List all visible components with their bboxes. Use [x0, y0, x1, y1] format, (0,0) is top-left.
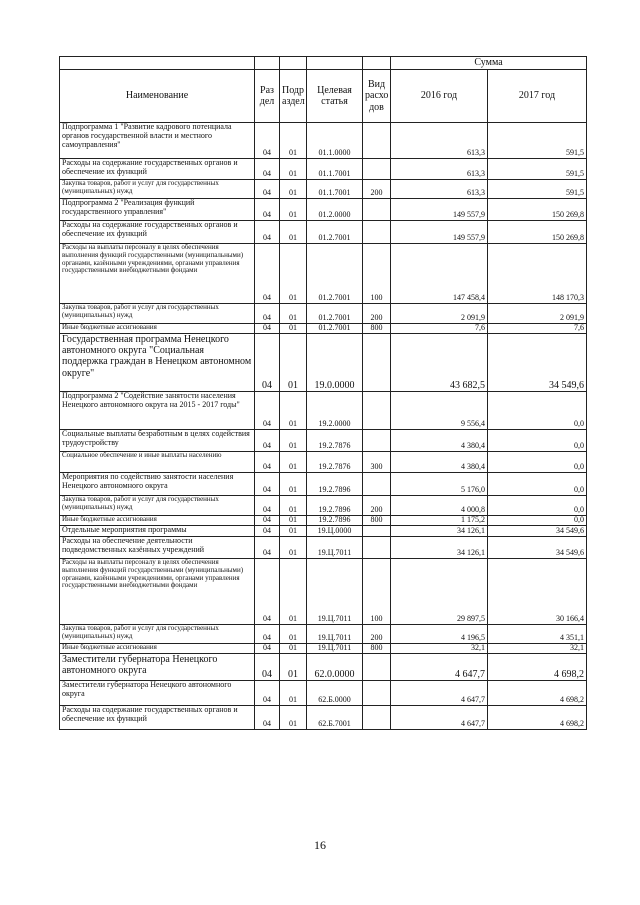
row-target: 01.1.7001 — [307, 180, 363, 199]
row-2016: 149 557,9 — [391, 199, 488, 221]
row-target: 01.2.0000 — [307, 199, 363, 221]
row-razdel: 04 — [255, 625, 280, 644]
row-podrazdel: 01 — [280, 516, 307, 526]
row-2016: 29 897,5 — [391, 559, 488, 625]
row-razdel: 04 — [255, 644, 280, 654]
row-2017: 0,0 — [488, 430, 587, 452]
row-name: Подпрограмма 1 "Развитие кадрового потенциала органов государственной власти и местного самоуправления" — [60, 123, 255, 159]
row-razdel: 04 — [255, 526, 280, 537]
table-header — [60, 57, 587, 123]
row-name: Иные бюджетные ассигнования — [60, 644, 255, 654]
row-podrazdel: 01 — [280, 324, 307, 334]
header-blank-cell — [307, 57, 363, 70]
table-row — [60, 221, 587, 244]
header-target: Целевая статья — [307, 70, 363, 123]
row-2017: 150 269,8 — [488, 221, 587, 244]
row-podrazdel: 01 — [280, 180, 307, 199]
row-2017: 32,1 — [488, 644, 587, 654]
row-razdel: 04 — [255, 516, 280, 526]
row-razdel: 04 — [255, 324, 280, 334]
row-2017: 0,0 — [488, 392, 587, 430]
page-number: 16 — [314, 838, 326, 852]
row-razdel: 04 — [255, 654, 280, 681]
row-podrazdel: 01 — [280, 123, 307, 159]
row-podrazdel: 01 — [280, 244, 307, 304]
table-row — [60, 537, 587, 559]
row-exp-type: 300 — [363, 452, 391, 473]
row-2016: 5 176,0 — [391, 473, 488, 496]
row-exp-type — [363, 526, 391, 537]
row-2016: 4 380,4 — [391, 430, 488, 452]
table-row — [60, 654, 587, 681]
row-name: Заместители губернатора Ненецкого автономного округа — [60, 654, 255, 681]
row-exp-type: 800 — [363, 324, 391, 334]
row-2017: 591,5 — [488, 159, 587, 180]
table-row — [60, 244, 587, 304]
row-2016: 32,1 — [391, 644, 488, 654]
row-name: Расходы на содержание государственных органов и обеспечение их функций — [60, 159, 255, 180]
row-razdel: 04 — [255, 681, 280, 706]
row-target: 01.1.0000 — [307, 123, 363, 159]
row-target: 19.Ц.0000 — [307, 526, 363, 537]
row-target: 19.2.7896 — [307, 516, 363, 526]
row-podrazdel: 01 — [280, 537, 307, 559]
table-row — [60, 304, 587, 324]
row-exp-type: 800 — [363, 644, 391, 654]
row-razdel: 04 — [255, 244, 280, 304]
row-name: Закупка товаров, работ и услуг для государственных (муниципальных) нужд — [60, 625, 255, 644]
row-name: Расходы на обеспечение деятельности подведомственных казённых учреждений — [60, 537, 255, 559]
row-target: 62.0.0000 — [307, 654, 363, 681]
row-2016: 4 000,8 — [391, 496, 488, 516]
row-2017: 148 170,3 — [488, 244, 587, 304]
row-name: Расходы на выплаты персоналу в целях обеспечения выполнения функций государственными (муниципальными) органами, казёнными учреждениями, органами управления государственными внебюджетными фондами — [60, 559, 255, 625]
row-exp-type — [363, 392, 391, 430]
table-row — [60, 199, 587, 221]
header-blank-cell — [255, 57, 280, 70]
row-2017: 2 091,9 — [488, 304, 587, 324]
table-row — [60, 496, 587, 516]
row-target: 19.0.0000 — [307, 334, 363, 392]
row-exp-type — [363, 334, 391, 392]
row-2016: 43 682,5 — [391, 334, 488, 392]
row-exp-type — [363, 123, 391, 159]
row-name: Закупка товаров, работ и услуг для государственных (муниципальных) нужд — [60, 180, 255, 199]
row-2016: 7,6 — [391, 324, 488, 334]
row-2017: 0,0 — [488, 496, 587, 516]
row-name: Отдельные мероприятия программы — [60, 526, 255, 537]
table-body — [60, 123, 587, 730]
row-razdel: 04 — [255, 452, 280, 473]
header-name: Наименование — [60, 70, 255, 123]
table-row — [60, 516, 587, 526]
row-podrazdel: 01 — [280, 644, 307, 654]
row-2017: 0,0 — [488, 473, 587, 496]
table-row — [60, 559, 587, 625]
row-podrazdel: 01 — [280, 559, 307, 625]
header-razdel: Раз дел — [255, 70, 280, 123]
row-target: 19.Ц.7011 — [307, 537, 363, 559]
row-2017: 4 351,1 — [488, 625, 587, 644]
row-2017: 150 269,8 — [488, 199, 587, 221]
row-target: 01.2.7001 — [307, 304, 363, 324]
row-target: 19.Ц.7011 — [307, 559, 363, 625]
row-exp-type — [363, 537, 391, 559]
row-podrazdel: 01 — [280, 681, 307, 706]
header-blank-cell — [60, 57, 255, 70]
row-2016: 4 196,5 — [391, 625, 488, 644]
header-blank-cell — [363, 57, 391, 70]
table-row — [60, 334, 587, 392]
row-2016: 4 380,4 — [391, 452, 488, 473]
row-2017: 7,6 — [488, 324, 587, 334]
row-razdel: 04 — [255, 123, 280, 159]
row-exp-type: 100 — [363, 244, 391, 304]
row-razdel: 04 — [255, 221, 280, 244]
row-2016: 613,3 — [391, 180, 488, 199]
row-target: 01.1.7001 — [307, 159, 363, 180]
table-row — [60, 526, 587, 537]
row-2017: 0,0 — [488, 452, 587, 473]
row-2016: 613,3 — [391, 159, 488, 180]
row-name: Заместители губернатора Ненецкого автономного округа — [60, 681, 255, 706]
header-podrazdel: Подр аздел — [280, 70, 307, 123]
table-row — [60, 123, 587, 159]
row-name: Иные бюджетные ассигнования — [60, 324, 255, 334]
row-name: Социальное обеспечение и иные выплаты населению — [60, 452, 255, 473]
row-podrazdel: 01 — [280, 452, 307, 473]
row-2016: 34 126,1 — [391, 526, 488, 537]
row-name: Мероприятия по содействию занятости населения Ненецкого автономного округа — [60, 473, 255, 496]
row-2016: 1 175,2 — [391, 516, 488, 526]
budget-table — [59, 56, 587, 730]
row-razdel: 04 — [255, 199, 280, 221]
row-podrazdel: 01 — [280, 473, 307, 496]
row-target: 62.Б.0000 — [307, 681, 363, 706]
row-name: Государственная программа Ненецкого автономного округа "Социальная поддержка граждан в Ненецком автономном округе" — [60, 334, 255, 392]
row-2017: 591,5 — [488, 123, 587, 159]
row-2017: 34 549,6 — [488, 537, 587, 559]
row-podrazdel: 01 — [280, 706, 307, 730]
table-row — [60, 392, 587, 430]
row-razdel: 04 — [255, 159, 280, 180]
row-target: 19.Ц.7011 — [307, 644, 363, 654]
header-2016: 2016 год — [391, 70, 488, 123]
row-exp-type: 100 — [363, 559, 391, 625]
row-2016: 2 091,9 — [391, 304, 488, 324]
row-podrazdel: 01 — [280, 526, 307, 537]
row-podrazdel: 01 — [280, 304, 307, 324]
row-name: Подпрограмма 2 "Реализация функций государственного управления" — [60, 199, 255, 221]
header-exp-type: Вид расхо дов — [363, 70, 391, 123]
row-name: Закупка товаров, работ и услуг для государственных (муниципальных) нужд — [60, 496, 255, 516]
row-name: Расходы на содержание государственных органов и обеспечение их функций — [60, 706, 255, 730]
row-2017: 30 166,4 — [488, 559, 587, 625]
row-podrazdel: 01 — [280, 159, 307, 180]
row-2017: 34 549,6 — [488, 526, 587, 537]
row-2016: 4 647,7 — [391, 681, 488, 706]
row-podrazdel: 01 — [280, 334, 307, 392]
table-row — [60, 706, 587, 730]
row-target: 19.2.0000 — [307, 392, 363, 430]
row-razdel: 04 — [255, 537, 280, 559]
row-name: Социальные выплаты безработным в целях содействия трудоустройству — [60, 430, 255, 452]
row-2017: 4 698,2 — [488, 681, 587, 706]
row-2017: 34 549,6 — [488, 334, 587, 392]
row-exp-type: 200 — [363, 625, 391, 644]
row-target: 01.2.7001 — [307, 221, 363, 244]
table-row — [60, 159, 587, 180]
row-exp-type — [363, 221, 391, 244]
row-2016: 149 557,9 — [391, 221, 488, 244]
row-2017: 4 698,2 — [488, 654, 587, 681]
row-exp-type — [363, 159, 391, 180]
row-target: 01.2.7001 — [307, 244, 363, 304]
row-razdel: 04 — [255, 334, 280, 392]
row-name: Подпрограмма 2 "Содействие занятости населения Ненецкого автономного округа на 2015 - 2017 годы" — [60, 392, 255, 430]
row-podrazdel: 01 — [280, 654, 307, 681]
row-podrazdel: 01 — [280, 496, 307, 516]
row-2016: 613,3 — [391, 123, 488, 159]
header-sum: Сумма — [391, 57, 587, 70]
row-podrazdel: 01 — [280, 221, 307, 244]
row-razdel: 04 — [255, 473, 280, 496]
row-exp-type — [363, 199, 391, 221]
table-row — [60, 644, 587, 654]
row-name: Закупка товаров, работ и услуг для государственных (муниципальных) нужд — [60, 304, 255, 324]
row-razdel: 04 — [255, 180, 280, 199]
table-row — [60, 625, 587, 644]
row-2016: 9 556,4 — [391, 392, 488, 430]
header-2017: 2017 год — [488, 70, 587, 123]
row-exp-type — [363, 654, 391, 681]
row-name: Расходы на выплаты персоналу в целях обеспечения выполнения функций государственными (муниципальными) органами, казёнными учреждениями, органами управления государственными внебюджетными фондами — [60, 244, 255, 304]
row-target: 01.2.7001 — [307, 324, 363, 334]
row-2016: 147 458,4 — [391, 244, 488, 304]
row-razdel: 04 — [255, 430, 280, 452]
row-exp-type: 200 — [363, 304, 391, 324]
row-exp-type — [363, 681, 391, 706]
row-target: 19.2.7876 — [307, 452, 363, 473]
row-target: 19.2.7896 — [307, 473, 363, 496]
row-podrazdel: 01 — [280, 392, 307, 430]
row-razdel: 04 — [255, 559, 280, 625]
row-razdel: 04 — [255, 496, 280, 516]
row-name: Иные бюджетные ассигнования — [60, 516, 255, 526]
row-2017: 0,0 — [488, 516, 587, 526]
row-exp-type: 200 — [363, 180, 391, 199]
table-row — [60, 430, 587, 452]
row-razdel: 04 — [255, 706, 280, 730]
row-exp-type: 800 — [363, 516, 391, 526]
row-2017: 591,5 — [488, 180, 587, 199]
row-2016: 4 647,7 — [391, 654, 488, 681]
row-podrazdel: 01 — [280, 199, 307, 221]
row-2016: 34 126,1 — [391, 537, 488, 559]
row-2016: 4 647,7 — [391, 706, 488, 730]
row-name: Расходы на содержание государственных органов и обеспечение их функций — [60, 221, 255, 244]
row-exp-type: 200 — [363, 496, 391, 516]
row-exp-type — [363, 473, 391, 496]
table-row — [60, 452, 587, 473]
table-row — [60, 681, 587, 706]
row-exp-type — [363, 706, 391, 730]
row-podrazdel: 01 — [280, 430, 307, 452]
row-razdel: 04 — [255, 392, 280, 430]
row-target: 19.Ц.7011 — [307, 625, 363, 644]
row-target: 62.Б.7001 — [307, 706, 363, 730]
header-blank-cell — [280, 57, 307, 70]
row-target: 19.2.7896 — [307, 496, 363, 516]
table-row — [60, 473, 587, 496]
table-row — [60, 180, 587, 199]
table-row — [60, 324, 587, 334]
row-exp-type — [363, 430, 391, 452]
row-2017: 4 698,2 — [488, 706, 587, 730]
row-razdel: 04 — [255, 304, 280, 324]
row-podrazdel: 01 — [280, 625, 307, 644]
row-target: 19.2.7876 — [307, 430, 363, 452]
